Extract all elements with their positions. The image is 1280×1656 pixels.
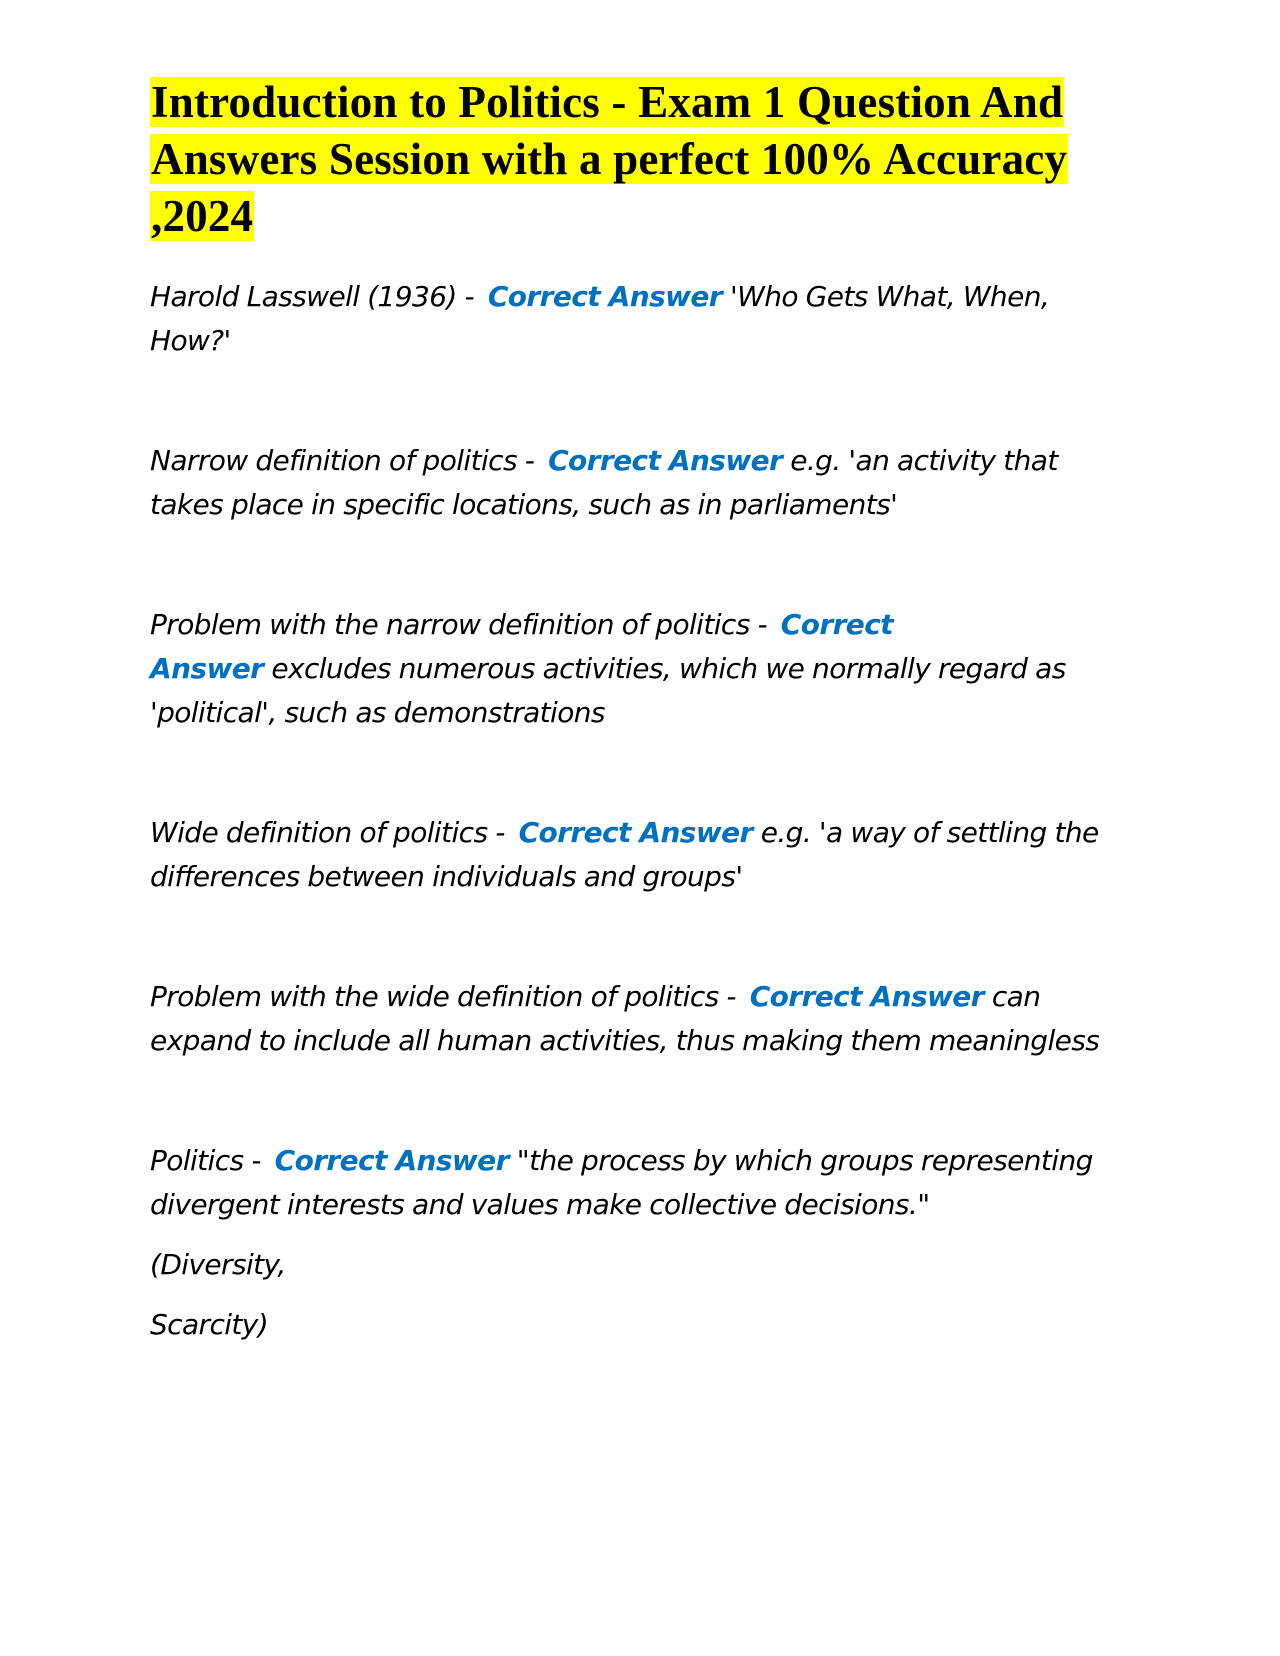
note-line: Scarcity) [150, 1308, 269, 1341]
question-text: Politics - [150, 1144, 269, 1177]
note-line: (Diversity, [150, 1248, 286, 1281]
question-text: Problem with the narrow definition of politics - [150, 608, 775, 641]
answer-text: can expand to include all human activities, thus making them meaningless [150, 980, 1100, 1057]
question-text: Narrow definition of politics - [150, 444, 543, 477]
document-title [150, 74, 1110, 245]
qa-item [150, 275, 1110, 363]
answer-text: e.g. 'an activity that takes place in specific locations, such as in parliaments' [150, 444, 1058, 521]
question-text: Wide definition of politics - [150, 816, 513, 849]
correct-answer-label: Correct Answer [749, 980, 984, 1013]
correct-answer-label: Correct Answer [487, 280, 723, 313]
question-text: Harold Lasswell (1936) - [150, 280, 482, 313]
answer-text: "the process by which groups representing divergent interests and values make collective decisions." [150, 1144, 1093, 1221]
qa-item [150, 603, 1110, 735]
qa-item [150, 439, 1110, 527]
qa-item [150, 1139, 1110, 1227]
correct-answer-label: Correct Answer [274, 1144, 509, 1177]
qa-item [150, 975, 1110, 1063]
answer-text: excludes numerous activities, which we normally regard as 'political', such as demonstrations [150, 652, 1066, 729]
correct-answer-label: Correct Answer [150, 608, 893, 685]
correct-answer-label: Correct Answer [518, 816, 753, 849]
question-text: Problem with the wide definition of politics - [150, 980, 744, 1013]
title-highlight: Introduction to Politics - Exam 1 Question And Answers Session with a perfect 100% Accuracy ,2024 [151, 77, 1068, 241]
answer-text: e.g. 'a way of settling the differences between individuals and groups' [150, 816, 1099, 893]
answer-text: 'Who Gets What, When, How?' [150, 280, 1050, 357]
document-content [150, 74, 1110, 1347]
correct-answer-label: Correct Answer [548, 444, 783, 477]
qa-item [150, 811, 1110, 899]
